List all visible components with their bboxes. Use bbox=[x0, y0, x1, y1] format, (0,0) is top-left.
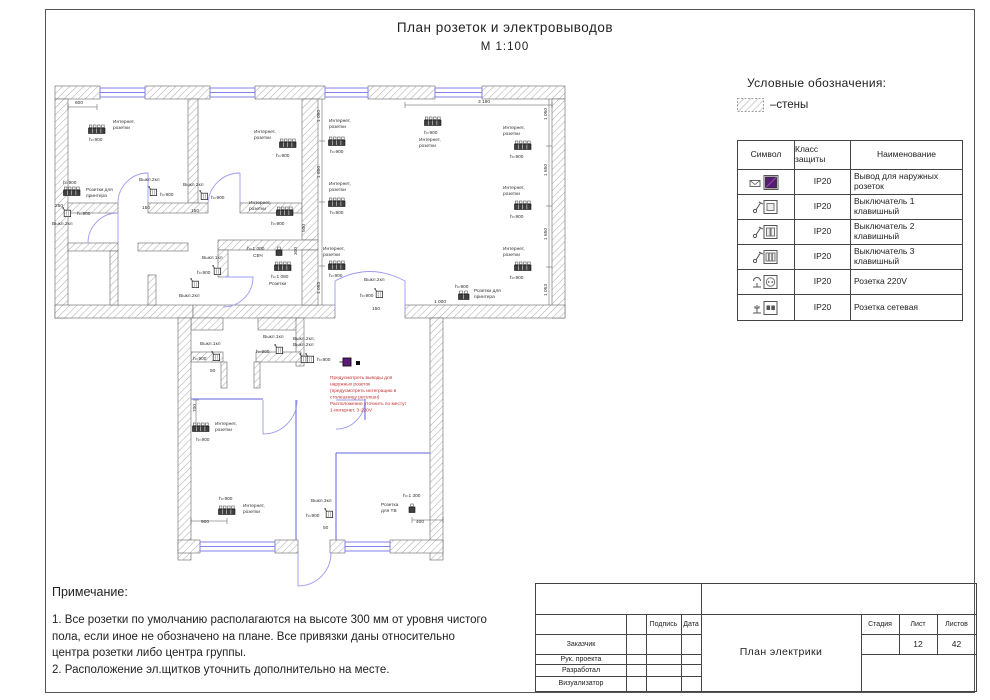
plan-label: розетки bbox=[254, 136, 271, 141]
plan-symbol-quad bbox=[193, 423, 210, 432]
legend-symbol-cell bbox=[738, 270, 795, 295]
plan-label: Розетка bbox=[381, 503, 399, 508]
plan-red-note-line: (предусмотреть интеграцию в bbox=[330, 389, 397, 394]
plan-symbol-quad bbox=[515, 141, 532, 150]
legend-protection-cell: IP20 bbox=[795, 195, 851, 220]
legend-heading: Условные обозначения: bbox=[747, 76, 887, 90]
plan-label: Интернет, bbox=[503, 126, 525, 131]
plan-label: Интернет, bbox=[419, 138, 441, 143]
legend-protection-cell: IP20 bbox=[795, 220, 851, 245]
plan-symbol-switch bbox=[190, 278, 199, 288]
plan-label: принтера bbox=[86, 194, 107, 199]
plan-label: h=1 000 bbox=[247, 247, 265, 252]
plan-label: h=900 bbox=[196, 438, 210, 443]
socket-220v-icon bbox=[751, 273, 781, 291]
stamp-doc-title: План электрики bbox=[739, 646, 823, 659]
plan-label: h=900 bbox=[330, 150, 344, 155]
stamp-sheets-col: Листов bbox=[945, 620, 968, 628]
note-item: 1. Все розетки по умолчанию располагаются на высоте 300 мм от уровня чистого пола, если иное не обозначено на плане. Все привязки даны относительно центра розетки либо центра группы. bbox=[52, 614, 487, 660]
plan-label: 3 190 bbox=[478, 100, 491, 105]
plan-label: h=900 bbox=[317, 358, 331, 363]
plan-label: h=900 bbox=[256, 350, 270, 355]
plan-label: 1 650 bbox=[544, 163, 549, 176]
plan-label: Розетки bbox=[269, 282, 287, 287]
legend-symbol-cell bbox=[738, 295, 795, 320]
plan-red-note-line: наружных розеток bbox=[330, 382, 371, 388]
plan-label: 150 bbox=[142, 206, 151, 211]
plan-label: Интернет, bbox=[113, 120, 135, 125]
legend-col-symbol: Символ bbox=[738, 141, 795, 170]
plan-symbol-dot bbox=[356, 361, 360, 365]
legend-symbol-cell bbox=[738, 245, 795, 270]
legend-symbol-cell bbox=[738, 195, 795, 220]
plan-symbol-switch bbox=[374, 288, 383, 298]
plan-label: 1 053 bbox=[544, 283, 549, 296]
plan-label: 500 bbox=[302, 223, 307, 232]
plan-label: Выкл 1кл bbox=[202, 256, 223, 261]
plan-label: 1 000 bbox=[434, 300, 447, 305]
plan-label: 150 bbox=[372, 307, 381, 312]
plan-red-note-line: столешницу ресепшн) bbox=[330, 395, 380, 401]
plan-label: розетки bbox=[329, 125, 346, 130]
plan-label: Интернет, bbox=[329, 119, 351, 124]
plan-label: 150 bbox=[191, 209, 200, 214]
switch-1-icon bbox=[751, 198, 781, 216]
plan-label: h=900 bbox=[424, 131, 438, 136]
plan-symbol-switch bbox=[148, 186, 157, 196]
stamp-sheets-total: 42 bbox=[951, 638, 962, 649]
plan-label: для ТВ bbox=[381, 509, 397, 514]
plan-label: розетки bbox=[329, 188, 346, 193]
plan-label: розетки bbox=[419, 144, 436, 149]
plan-label: 1 050 bbox=[544, 107, 549, 120]
plan-label: Выкл.2кл bbox=[293, 343, 314, 348]
plan-symbol-quad bbox=[329, 261, 346, 270]
plan-label: h=900 bbox=[160, 193, 174, 198]
legend-row-outdoor-outlet bbox=[738, 170, 962, 195]
plan-label: h=900 bbox=[329, 274, 343, 279]
plan-label: 700 bbox=[193, 403, 198, 412]
plan-label: 1 650 bbox=[544, 227, 549, 240]
plan-label: 1 650 bbox=[317, 165, 322, 178]
plan-label: принтера bbox=[474, 295, 495, 300]
legend-table-body bbox=[738, 170, 962, 320]
plan-symbol-outlet bbox=[340, 358, 352, 366]
plan-red-note-line: Предусмотреть выводы для bbox=[330, 376, 393, 381]
plan-symbol-quad bbox=[89, 125, 106, 134]
plan-red-note-line: 1-интернет, 3-220V bbox=[330, 408, 373, 414]
notes-heading: Примечание: bbox=[52, 585, 128, 599]
plan-label: h=900 bbox=[89, 138, 103, 143]
plan-label: Интернет, bbox=[323, 247, 345, 252]
plan-label: 400 bbox=[416, 520, 425, 525]
walls bbox=[55, 86, 565, 560]
plan-label: 250 bbox=[55, 204, 64, 209]
legend-name-cell: Выключатель 2 клавишный bbox=[851, 220, 962, 245]
plan-label: розетки bbox=[503, 132, 520, 137]
plan-label: h=900 bbox=[77, 212, 91, 217]
plan-label: 1 050 bbox=[317, 109, 322, 122]
plan-label: розетки bbox=[503, 192, 520, 197]
stamp-date-col: Дата bbox=[683, 620, 699, 628]
legend-row-switch-3 bbox=[738, 245, 962, 270]
plan-label: h=900 bbox=[360, 294, 374, 299]
plan-label: h=900 bbox=[193, 357, 207, 362]
plan-label: Выкл.1кл bbox=[263, 335, 284, 340]
plan-label: розетки bbox=[503, 253, 520, 258]
plan-label: Выкл.2кл bbox=[139, 178, 160, 183]
legend-protection-cell: IP20 bbox=[795, 295, 851, 320]
plan-label: Выкл.2кл, bbox=[293, 337, 315, 342]
plan-symbol-switch bbox=[324, 508, 333, 517]
plan-label: h=900 bbox=[510, 155, 524, 160]
legend-col-protection: Класс защиты bbox=[795, 141, 851, 170]
plan-symbol-quad bbox=[329, 198, 346, 207]
plan-label: Интернет, bbox=[503, 247, 525, 252]
legend-row-socket-network bbox=[738, 295, 962, 320]
stamp-stage-col: Стадия bbox=[868, 620, 892, 628]
outdoor-outlet-icon bbox=[749, 174, 783, 191]
page-title: План розеток и электровыводов bbox=[396, 20, 614, 35]
plan-symbol-quad bbox=[515, 262, 532, 271]
plan-label: Розетки для bbox=[474, 289, 501, 294]
plan-label: h=900 bbox=[306, 514, 320, 519]
stamp-role-visualizer: Визуализатор bbox=[558, 680, 604, 687]
plan-symbol-quad bbox=[219, 506, 236, 515]
plan-label: 50 bbox=[210, 369, 216, 374]
legend-row-socket-220v bbox=[738, 270, 962, 295]
plan-label: Интернет, bbox=[243, 504, 265, 509]
plan-symbol-quad bbox=[275, 262, 292, 271]
plan-label: 300 bbox=[294, 246, 299, 255]
legend-name-cell: Вывод для наружных розеток bbox=[851, 170, 962, 195]
plan-label: Интернет, bbox=[503, 186, 525, 191]
plan-symbol-double bbox=[459, 291, 470, 300]
plan-symbol-quad bbox=[280, 139, 297, 148]
legend-name-cell: Выключатель 1 клавишный bbox=[851, 195, 962, 220]
stamp-role-manager: Рук. проекта bbox=[560, 655, 602, 663]
plan-label: Выкл.1кл bbox=[200, 342, 221, 347]
plan-label: h=900 bbox=[455, 285, 469, 290]
plan-symbol-quad bbox=[515, 201, 532, 210]
stamp-sheet-number: 12 bbox=[913, 638, 923, 649]
walls-label: –стены bbox=[770, 99, 809, 111]
legend-symbol-cell bbox=[738, 170, 795, 195]
plan-label: h=900 bbox=[271, 222, 285, 227]
plan-label: h=900 bbox=[197, 271, 211, 276]
plan-label: розетки bbox=[243, 510, 260, 515]
plan-label: Выкл.2кл bbox=[179, 294, 200, 299]
plan-label: Выкл 2кл bbox=[183, 183, 204, 188]
legend-table-header bbox=[738, 141, 962, 170]
switch-2-icon bbox=[751, 223, 781, 241]
legend-table bbox=[737, 140, 963, 321]
plan-label: h=1 300 bbox=[403, 494, 421, 499]
note-item: 2. Расположение эл.щитков уточнить дополнительно на месте. bbox=[52, 664, 390, 677]
legend-row-switch-1 bbox=[738, 195, 962, 220]
plan-label: h=900 bbox=[63, 181, 77, 186]
plan-label: Интернет, bbox=[249, 201, 271, 206]
legend-symbol-cell bbox=[738, 220, 795, 245]
drawing-scale: М 1:100 bbox=[480, 41, 530, 53]
plan-label: 50 bbox=[323, 526, 329, 531]
plan-symbol-single bbox=[409, 504, 415, 513]
legend-name-cell: Розетка сетевая bbox=[851, 295, 962, 320]
plan-symbol-quad bbox=[425, 117, 442, 126]
plan-label: Розетки для bbox=[86, 188, 113, 193]
plan-label: СВЧ bbox=[253, 254, 263, 259]
plan-label: h=900 bbox=[219, 497, 233, 502]
plan-label: h=900 bbox=[211, 196, 225, 201]
wall-hatch-swatch bbox=[737, 98, 764, 112]
plan-label: Выкл.3кл bbox=[311, 499, 332, 504]
plan-symbol-quad bbox=[329, 137, 346, 146]
legend-protection-cell: IP20 bbox=[795, 270, 851, 295]
legend-row-switch-2 bbox=[738, 220, 962, 245]
plan-label: h=900 bbox=[276, 154, 290, 159]
plan-label: розетки bbox=[215, 428, 232, 433]
legend-protection-cell: IP20 bbox=[795, 245, 851, 270]
plan-label: Выкл.2кл bbox=[52, 222, 73, 227]
plan-label: h=900 bbox=[330, 211, 344, 216]
plan-label: Интернет, bbox=[254, 130, 276, 135]
plan-label: Интернет, bbox=[215, 422, 237, 427]
legend-protection-cell: IP20 bbox=[795, 170, 851, 195]
socket-network-icon bbox=[751, 299, 781, 317]
legend-col-name: Наименование bbox=[851, 141, 962, 170]
switch-3-icon bbox=[751, 248, 781, 266]
plan-label: h=900 bbox=[510, 276, 524, 281]
plan-label: 600 bbox=[75, 101, 84, 106]
plan-symbol-switch bbox=[199, 190, 208, 200]
plan-label: 900 bbox=[201, 520, 210, 525]
plan-symbol-quad bbox=[64, 187, 81, 196]
plan-label: розетки bbox=[323, 253, 340, 258]
stamp-sign-col: Подпись bbox=[649, 620, 678, 628]
plan-label: Интернет, bbox=[329, 182, 351, 187]
stamp-role-customer: Заказчик bbox=[566, 640, 596, 648]
legend-name-cell: Розетка 220V bbox=[851, 270, 962, 295]
title-block bbox=[535, 583, 977, 692]
plan-label: 1 053 bbox=[317, 281, 322, 294]
notes-body bbox=[52, 612, 488, 679]
plan-label: Выкл.2кл bbox=[364, 278, 385, 283]
plan-label: розетки bbox=[113, 126, 130, 131]
stamp-role-developer: Разработал bbox=[561, 666, 601, 674]
plan-red-note-line: Расположение уточнить по месту! bbox=[330, 402, 406, 407]
walls-legend-item bbox=[737, 98, 808, 112]
plan-label: h=1 080 bbox=[271, 275, 289, 280]
plan-label: h=900 bbox=[510, 215, 524, 220]
stamp-sheet-col: Лист bbox=[910, 620, 926, 628]
plan-label: розетки bbox=[249, 207, 266, 212]
legend-name-cell: Выключатель 3 клавишный bbox=[851, 245, 962, 270]
